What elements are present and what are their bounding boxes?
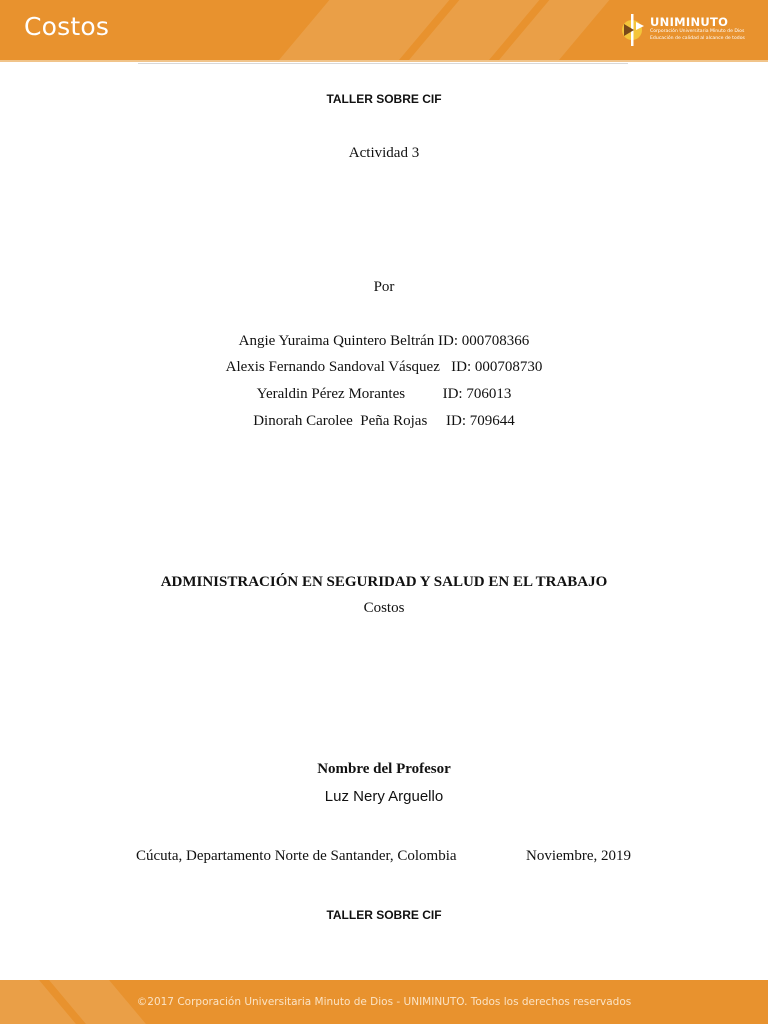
header-divider — [0, 60, 768, 62]
document-heading: TALLER SOBRE CIF — [326, 92, 442, 106]
student-entry: Angie Yuraima Quintero Beltrán ID: 000708366 — [238, 333, 530, 349]
location-text: Cúcuta, Departamento Norte de Santander, Colombia — [136, 848, 457, 864]
by-label: Por — [373, 279, 395, 295]
header-banner — [0, 0, 768, 60]
student-entry: Yeraldin Pérez Morantes ID: 706013 — [256, 386, 512, 402]
logo-emblem-icon — [620, 12, 648, 48]
student-entry: Dinorah Carolee Peña Rojas ID: 709644 — [253, 413, 515, 429]
copyright-text: ©2017 Corporación Universitaria Minuto de Dios - UNIMINUTO. Todos los derechos reservados — [136, 996, 632, 1008]
uniminuto-logo — [620, 12, 750, 48]
footer-banner — [0, 980, 768, 1024]
student-entry: Alexis Fernando Sandoval Vásquez ID: 000708730 — [225, 359, 543, 375]
professor-name: Luz Nery Arguello — [324, 788, 444, 805]
course-name: Costos — [363, 600, 405, 616]
program-title: ADMINISTRACIÓN EN SEGURIDAD Y SALUD EN EL TRABAJO — [160, 574, 608, 590]
logo-line-2: Educación de calidad al alcance de todos — [650, 36, 745, 41]
header-rule — [138, 63, 628, 64]
footer-document-heading: TALLER SOBRE CIF — [326, 908, 442, 922]
activity-label: Actividad 3 — [348, 145, 420, 161]
logo-name: UNIMINUTO — [650, 15, 729, 29]
professor-label: Nombre del Profesor — [317, 761, 451, 777]
date-text: Noviembre, 2019 — [526, 848, 631, 864]
header-title: Costos — [24, 12, 110, 41]
logo-line-1: Corporación Universitaria Minuto de Dios — [650, 29, 745, 34]
